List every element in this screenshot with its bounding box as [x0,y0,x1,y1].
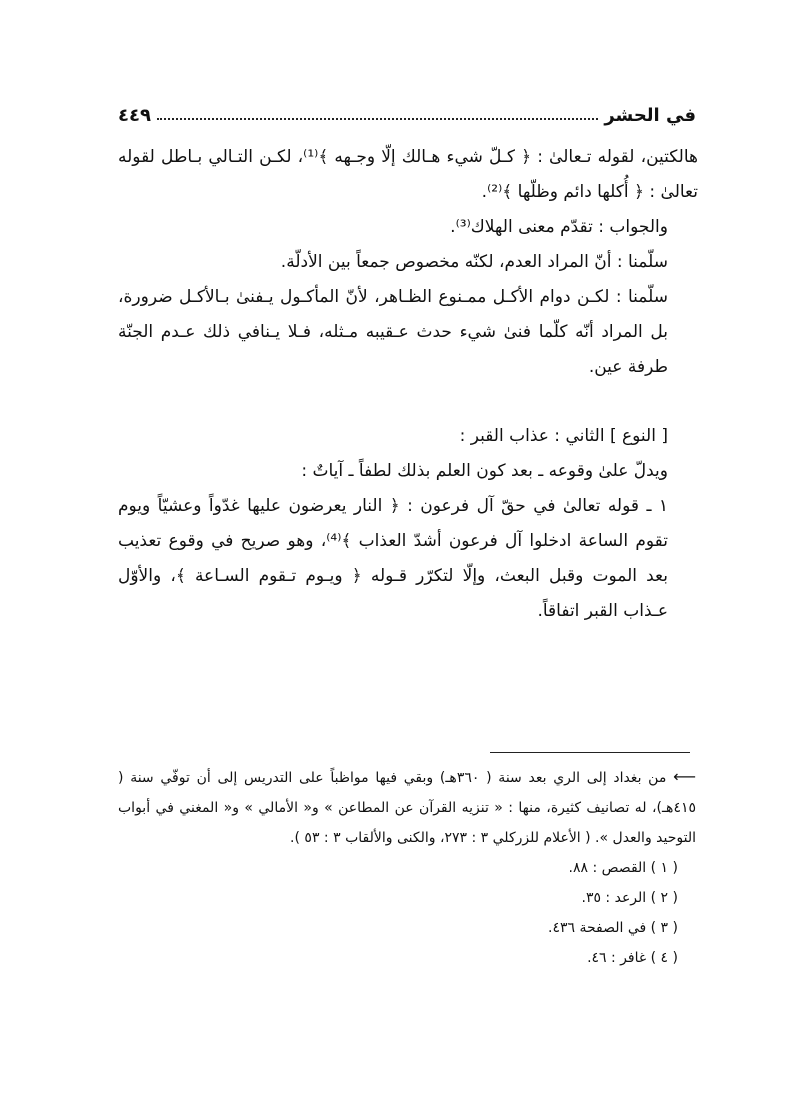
footnote-separator [490,752,690,753]
section-spacer [118,385,698,419]
main-text [118,140,698,629]
paragraph: ١ ـ قوله تعالىٰ في حقّ آل فرعون : ﴿ النار يعرضون عليها غدّواً وعشيّاً ويوم تقوم الساعة ادخلوا آل فرعون أشدّ العذاب ﴾⁽⁴⁾، وهو صريح في وقوع تعذيب بعد الموت وقبل البعث، وإلّا لتكرّر قـوله ﴿ ويـوم تـقوم السـاعة ﴾، والأوّل عـذاب القبر اتفاقاً. [118,496,668,621]
paragraph: سلّمنا : لكـن دوام الأكـل ممـنوع الظـاهر، لأنّ المأكـول يـفنىٰ بـالأكـل ضرورة، بل المراد أنّه كلّما فنىٰ شيء حدث عـقيبه مـثله، فـلا يـنافي ذلك عـدم الجنّة طرفة عين. [118,287,668,377]
footnote-continued-text: من بغداد إلى الري بعد سنة ( ٣٦٠هـ) وبقي فيها مواظباً على التدريس إلى أن توفّي سنة ( ٤١٥هـ)، له تصانيف كثيرة، منها : « تنزيه القرآن عن المطاعن » و« الأمالي » و« المغني في أبواب التوحيد والعدل ». ( الأعلام للزركلي ٣ : ٢٧٣، والكنى والألقاب ٣ : ٥٣ ). [118,770,696,846]
paragraph: والجواب : تقدّم معنى الهلاك⁽³⁾. [450,217,668,237]
running-title: في الحشر [604,105,696,126]
footnote-item: ( ٤ ) غافر : ٤٦. [587,950,678,966]
page-number: ٤٤٩ [118,105,151,126]
paragraph: سلّمنا : أنّ المراد العدم، لكنّه مخصوص جمعاً بين الأدلّة. [280,252,668,272]
footnote-item: ( ١ ) القصص : ٨٨. [568,860,678,876]
continuation-arrow-icon: ⟵ [673,767,697,786]
dotted-leader [157,118,598,120]
section-heading: [ النوع ] الثاني : عذاب القبر : [459,426,668,446]
page-header [118,92,696,126]
footnote-item: ( ٣ ) في الصفحة ٤٣٦. [547,920,678,936]
footnote-item: ( ٢ ) الرعد : ٣٥. [581,890,678,906]
paragraph: هالكتين، لقوله تـعالىٰ : ﴿ كـلّ شيء هـالك إلّا وجـهه ﴾⁽¹⁾، لكـن التـالي بـاطل لقوله تعالىٰ : ﴿ أُكلها دائم وظلّها ﴾⁽²⁾. [118,147,698,202]
footnotes [118,762,696,973]
footnote-continued [118,762,696,853]
paragraph: ويدلّ علىٰ وقوعه ـ بعد كون العلم بذلك لطفاً ـ آياتٌ : [301,461,668,481]
